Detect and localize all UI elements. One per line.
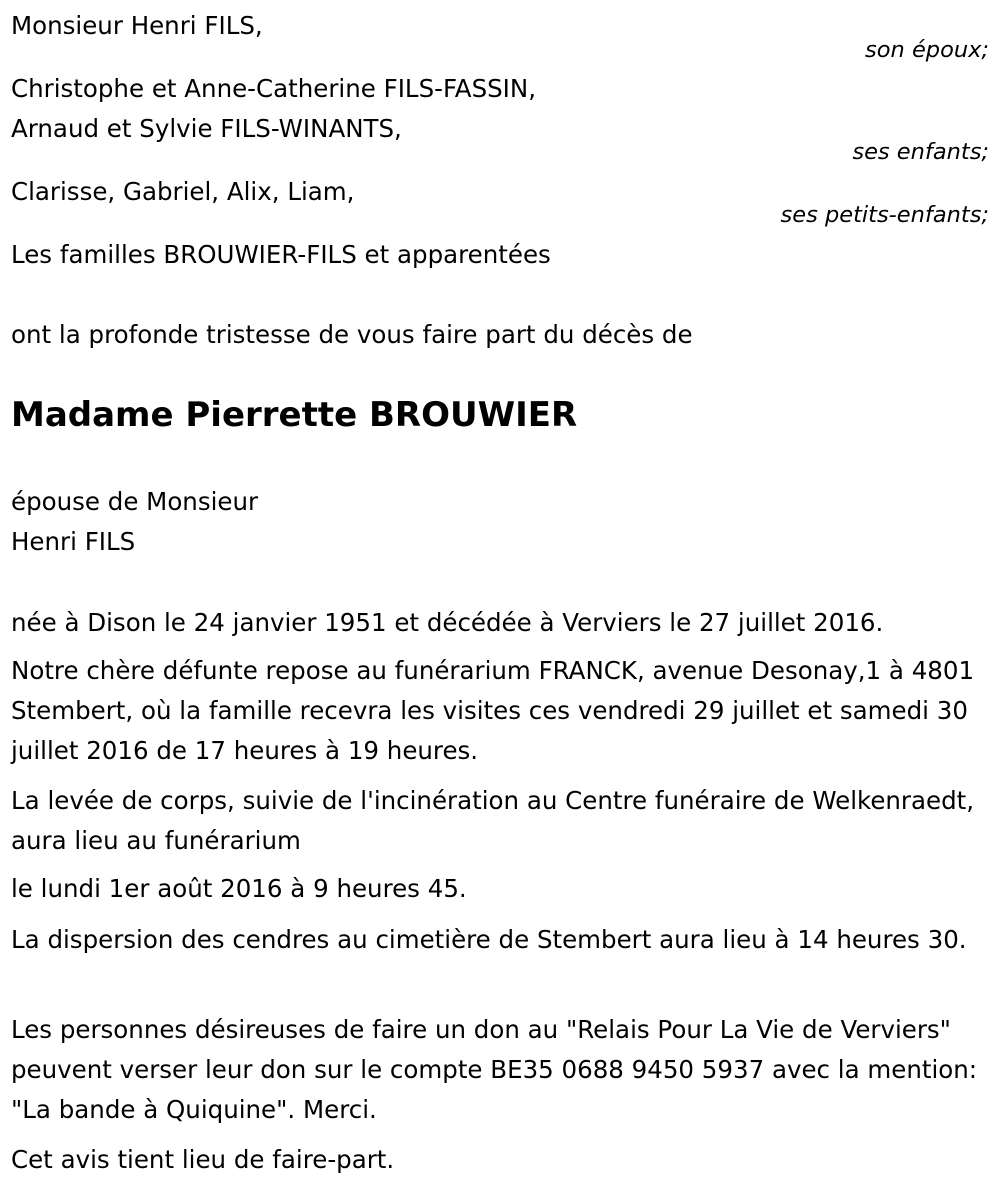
children-role: ses enfants; xyxy=(852,139,989,165)
funeral-home-paragraph: Notre chère défunte repose au funérarium FRANCK, avenue Desonay,1 à 4801 Stembert, où la famille recevra les visites ces vendredi 29 juillet et samedi 30 juillet 2016 de 17 heures à 19 heures. xyxy=(11,656,975,765)
child-line-1: Christophe et Anne-Catherine FILS-FASSIN, xyxy=(11,74,537,103)
spouse-role: son époux; xyxy=(865,37,989,63)
ceremony-paragraph: La levée de corps, suivie de l'incinération au Centre funéraire de Welkenraedt, aura lieu au funérarium xyxy=(11,786,975,855)
ashes-dispersal-paragraph: La dispersion des cendres au cimetière de Stembert aura lieu à 14 heures 30. xyxy=(11,925,967,954)
donation-paragraph: Les personnes désireuses de faire un don au "Relais Pour La Vie de Verviers" peuvent verser leur don sur le compte BE35 0688 9450 5937 avec la mention: "La bande à Quiquine". Merci. xyxy=(11,1015,978,1124)
extended-families: Les familles BROUWIER-FILS et apparentées xyxy=(11,240,551,269)
spouse-of-line-2: Henri FILS xyxy=(11,527,136,556)
birth-death-dates: née à Dison le 24 janvier 1951 et décédée à Verviers le 27 juillet 2016. xyxy=(11,608,884,637)
spouse-name: Monsieur Henri FILS, xyxy=(11,11,263,40)
announcement-text: ont la profonde tristesse de vous faire part du décès de xyxy=(11,320,693,349)
grandchildren-names: Clarisse, Gabriel, Alix, Liam, xyxy=(11,177,355,206)
grandchildren-role: ses petits-enfants; xyxy=(780,202,989,228)
spouse-of-line-1: épouse de Monsieur xyxy=(11,487,259,516)
closing-note: Cet avis tient lieu de faire-part. xyxy=(11,1145,395,1174)
ceremony-date: le lundi 1er août 2016 à 9 heures 45. xyxy=(11,874,467,903)
child-line-2: Arnaud et Sylvie FILS-WINANTS, xyxy=(11,114,402,143)
deceased-name: Madame Pierrette BROUWIER xyxy=(11,395,578,435)
